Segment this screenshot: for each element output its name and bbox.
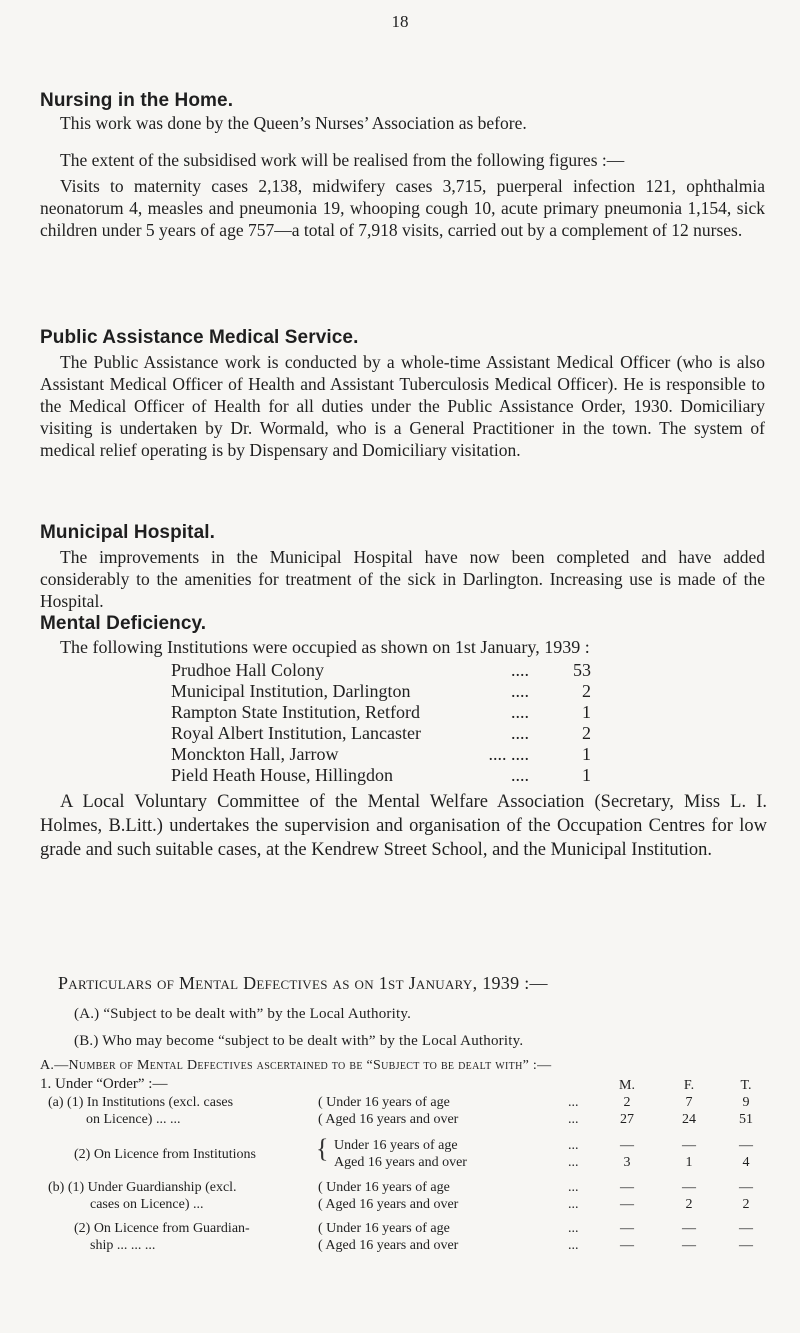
cell-t: — xyxy=(739,1238,753,1253)
institution-row xyxy=(171,660,591,681)
cell-m: 27 xyxy=(620,1112,634,1127)
leader-dots: .... xyxy=(511,660,529,680)
section-heading-mental-deficiency: Mental Deficiency. xyxy=(40,613,207,634)
particulars-heading: Particulars of Mental Defectives as on 1st January, 1939 :— xyxy=(58,973,548,993)
committee-paragraph: A Local Voluntary Committee of the Mental Welfare Association (Secretary, Miss L. I. Holmes, B.Litt.) undertakes the supervision and organisation of the Occupation Centres for low grade and such suitable cases, at the Kendrew Street School, and the Municipal Institution. xyxy=(40,792,767,860)
row-label-b1: (b) (1) Under Guardianship (excl. xyxy=(48,1180,237,1195)
row-dots: ... xyxy=(568,1112,579,1127)
cell-m: — xyxy=(620,1180,634,1195)
leader-dots: .... xyxy=(511,765,529,785)
row-dots: ... xyxy=(568,1221,579,1236)
institution-row xyxy=(171,765,591,786)
leader-dots: .... xyxy=(511,723,529,743)
institution-count: 1 xyxy=(582,765,591,785)
cell-f: 7 xyxy=(685,1095,693,1110)
cell-m: 2 xyxy=(623,1095,631,1110)
leader-dots: .... xyxy=(511,702,529,722)
nursing-paragraph-1: This work was done by the Queen’s Nurses’ Association as before. xyxy=(60,113,527,133)
section-heading-public-assistance: Public Assistance Medical Service. xyxy=(40,327,359,348)
cell-t: 4 xyxy=(742,1155,750,1170)
note-b: (B.) Who may become “subject to be dealt with” by the Local Authority. xyxy=(74,1033,524,1049)
mental-deficiency-intro xyxy=(40,636,765,658)
institution-name: Rampton State Institution, Retford xyxy=(171,702,420,722)
leader-dots: .... .... xyxy=(488,744,529,764)
institution-name: Pield Heath House, Hillingdon xyxy=(171,765,393,785)
under-order-label: 1. Under “Order” :— xyxy=(40,1076,168,1092)
age-label: ( Under 16 years of age xyxy=(318,1221,450,1236)
age-label: ( Aged 16 years and over xyxy=(318,1197,459,1212)
cell-f: — xyxy=(682,1238,696,1253)
age-label: ( Under 16 years of age xyxy=(318,1095,450,1110)
row-label-b2: (2) On Licence from Guardian- xyxy=(74,1221,250,1236)
cell-f: — xyxy=(682,1138,696,1153)
section-heading-nursing: Nursing in the Home. xyxy=(40,90,234,111)
row-label-b2-cont: ship ... ... ... xyxy=(90,1238,156,1253)
institution-row xyxy=(171,702,591,723)
mental-deficiency-intro-text: The following Institutions were occupied as shown on 1st January, 1939 : xyxy=(60,637,590,657)
nursing-paragraph-3: Visits to maternity cases 2,138, midwifery cases 3,715, puerperal infection 121, ophthalmia neonatorum 4, measles and pneumonia 19, whooping cough 10, acute primary pneumonia 1,154, sick children under 5 years of age 757—a total of 7,918 visits, carried out by a complement of 12 nurses. xyxy=(40,176,765,240)
note-a: (A.) “Subject to be dealt with” by the Local Authority. xyxy=(74,1006,412,1022)
age-label: Under 16 years of age xyxy=(334,1138,458,1153)
column-header-m: M. xyxy=(619,1078,635,1093)
cell-t: 2 xyxy=(742,1197,750,1212)
row-label-a1-cont: on Licence) ... ... xyxy=(86,1112,181,1127)
cell-f: 24 xyxy=(682,1112,696,1127)
cell-t: 9 xyxy=(742,1095,750,1110)
institution-count: 2 xyxy=(582,723,591,743)
cell-m: 3 xyxy=(623,1155,631,1170)
cell-m: — xyxy=(620,1221,634,1236)
section-heading-municipal-hospital: Municipal Hospital. xyxy=(40,522,216,543)
row-label-b1-cont: cases on Licence) ... xyxy=(90,1197,204,1212)
row-dots: ... xyxy=(568,1238,579,1253)
row-dots: ... xyxy=(568,1095,579,1110)
cell-t: — xyxy=(739,1221,753,1236)
cell-f: — xyxy=(682,1180,696,1195)
institution-count: 1 xyxy=(582,744,591,764)
row-dots: ... xyxy=(568,1138,579,1153)
nursing-paragraph-2: The extent of the subsidised work will be realised from the following figures :— xyxy=(60,150,625,170)
row-label-a2: (2) On Licence from Institutions xyxy=(74,1147,256,1162)
cell-f: 1 xyxy=(685,1155,693,1170)
cell-m: — xyxy=(620,1138,634,1153)
institution-count: 53 xyxy=(573,660,591,680)
institution-list xyxy=(171,660,591,786)
institution-name: Prudhoe Hall Colony xyxy=(171,660,324,680)
row-label-a1: (a) (1) In Institutions (excl. cases xyxy=(48,1095,234,1110)
municipal-hospital-text xyxy=(40,546,765,612)
institution-row xyxy=(171,744,591,765)
cell-m: — xyxy=(620,1238,634,1253)
age-label: ( Aged 16 years and over xyxy=(318,1238,459,1253)
cell-f: — xyxy=(682,1221,696,1236)
brace-icon: { xyxy=(316,1134,329,1163)
row-dots: ... xyxy=(568,1197,579,1212)
age-label: ( Under 16 years of age xyxy=(318,1180,450,1195)
institution-name: Municipal Institution, Darlington xyxy=(171,681,411,701)
municipal-hospital-paragraph: The improvements in the Municipal Hospital have now been completed and have added considerably to the amenities for treatment of the sick in Darlington. Increasing use is made of the Hospital. xyxy=(40,547,765,611)
cell-f: 2 xyxy=(685,1197,693,1212)
institution-row xyxy=(171,723,591,744)
row-dots: ... xyxy=(568,1180,579,1195)
leader-dots: .... xyxy=(511,681,529,701)
institution-count: 2 xyxy=(582,681,591,701)
institution-row xyxy=(171,681,591,702)
institution-count: 1 xyxy=(582,702,591,722)
page-number: 18 xyxy=(391,12,409,31)
row-dots: ... xyxy=(568,1155,579,1170)
committee-text xyxy=(40,790,767,862)
column-header-f: F. xyxy=(683,1078,695,1093)
age-label: Aged 16 years and over xyxy=(334,1155,467,1170)
column-header-t: T. xyxy=(740,1078,752,1093)
institution-name: Royal Albert Institution, Lancaster xyxy=(171,723,421,743)
cell-m: — xyxy=(620,1197,634,1212)
cell-t: 51 xyxy=(739,1112,753,1127)
public-assistance-text xyxy=(40,351,765,461)
age-label: ( Aged 16 years and over xyxy=(318,1112,459,1127)
public-assistance-paragraph: The Public Assistance work is conducted by a whole-time Assistant Medical Officer (who is also Assistant Medical Officer of Health and Assistant Tuberculosis Medical Officer). He is responsible to the Medical Officer of Health for all duties under the Public Assistance Order, 1930. Domiciliary visiting is undertaken by Dr. Wormald, who is a General Practitioner in the town. The system of medical relief operating is by Dispensary and Domiciliary visitation. xyxy=(40,352,765,460)
institution-name: Monckton Hall, Jarrow xyxy=(171,744,339,764)
nursing-text xyxy=(40,112,765,241)
cell-t: — xyxy=(739,1180,753,1195)
table-title: A.—Number of Mental Defectives ascertained to be “Subject to be dealt with” :— xyxy=(40,1058,552,1073)
cell-t: — xyxy=(739,1138,753,1153)
